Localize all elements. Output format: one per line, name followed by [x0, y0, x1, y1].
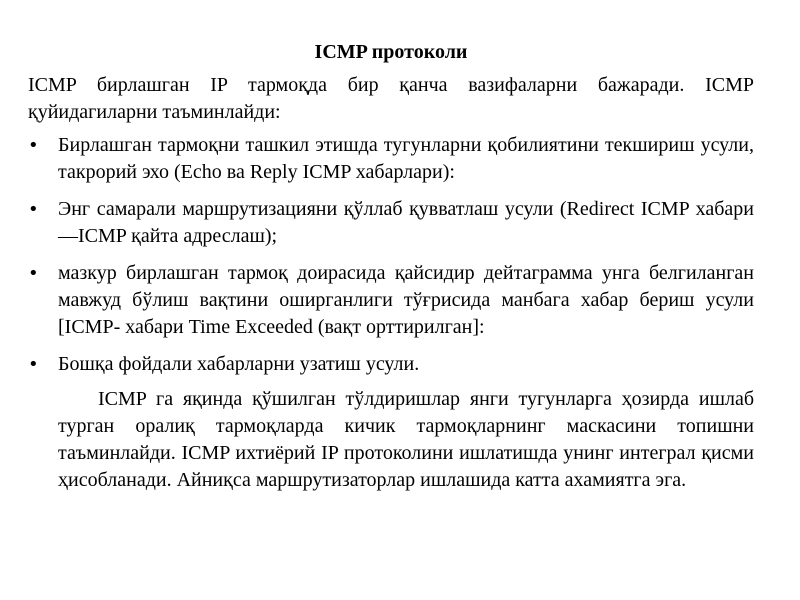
page-title: ICMP протоколи — [314, 41, 468, 63]
list-item-text: Энг самарали маршрутизацияни қўллаб қувватлаш усули (Redirect ICMP хабари —ICMP қайта адреслаш); — [58, 198, 754, 247]
bullet-icon: • — [28, 199, 39, 220]
list-item — [28, 351, 754, 378]
bullet-icon: • — [28, 135, 39, 156]
bullet-icon: • — [28, 263, 39, 284]
bullet-list — [28, 132, 754, 378]
bullet-icon: • — [28, 354, 39, 375]
list-item-text: мазкур бирлашган тармоқ доирасида қайсидир дейтаграмма унга белгиланган мавжуд бўлиш вақтини оширганлиги тўғрисида манбага хабар бериш усули [ICMP- хабари Time Exceeded (вақт орттирилган]: — [58, 262, 754, 338]
list-item — [28, 260, 754, 341]
slide-content — [28, 38, 754, 494]
intro-paragraph: ICMP бирлашган IP тармоқда бир қанча вазифаларни бажаради. ICMP қуйидагиларни таъминлайди: — [28, 74, 754, 123]
closing-paragraph: ICMP га яқинда қўшилган тўлдиришлар янги тугунларга ҳозирда ишлаб турган оралиқ тармоқларда кичик тармоқларнинг маскасини топишни таъминлайди. ICMP ихтиёрий IP протоколини ишлатишда унинг интеграл қисми ҳисобланади. Айниқса маршрутизаторлар ишлашида катта ахамиятга эга. — [58, 388, 754, 491]
list-item-text: Бошқа фойдали хабарларни узатиш усули. — [58, 353, 420, 375]
list-item-text: Бирлашган тармоқни ташкил этишда тугунларни қобилиятини текшириш усули, такрорий эхо (Echo ва Reply ICMP хабарлари): — [58, 134, 754, 183]
list-item — [28, 132, 754, 186]
list-item — [28, 196, 754, 250]
